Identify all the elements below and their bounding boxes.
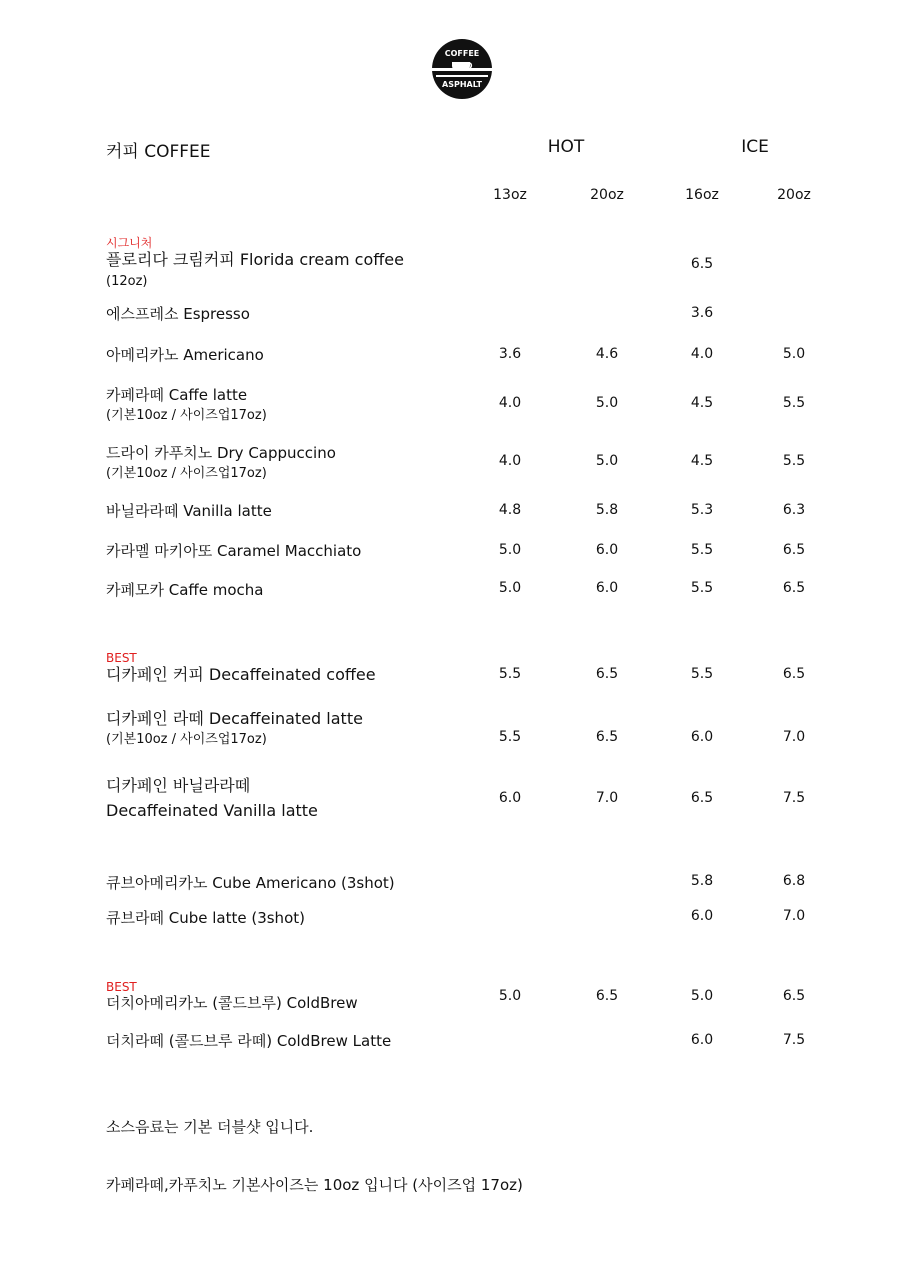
menu-item-price: 5.3	[690, 502, 714, 518]
menu-item-name: 아메리카노 Americano	[106, 346, 264, 364]
menu-item-name: 디카페인 커피 Decaffeinated coffee	[106, 665, 376, 684]
menu-item-name: 카페모카 Caffe mocha	[106, 581, 264, 599]
size-hot-20oz: 20oz	[590, 187, 624, 203]
menu-item-price: 7.5	[782, 1032, 806, 1048]
logo-bottom-text: ASPHALT	[442, 80, 482, 89]
menu-item-subtitle: (기본10oz / 사이즈업17oz)	[106, 466, 267, 481]
menu-item-price: 6.0	[498, 790, 522, 806]
menu-item-price: 5.0	[498, 542, 522, 558]
size-hot-13oz: 13oz	[493, 187, 527, 203]
menu-item-price: 4.0	[498, 395, 522, 411]
menu-item-price: 5.5	[690, 542, 714, 558]
menu-item-name: 바닐라라떼 Vanilla latte	[106, 502, 272, 520]
size-ice-16oz: 16oz	[685, 187, 719, 203]
menu-item-price: 4.0	[498, 453, 522, 469]
menu-item-price: 3.6	[498, 346, 522, 362]
menu-item-name: 큐브라떼 Cube latte (3shot)	[106, 909, 305, 927]
menu-item-subtitle: (기본10oz / 사이즈업17oz)	[106, 732, 267, 747]
menu-item-price: 5.8	[595, 502, 619, 518]
hot-header: HOT	[547, 137, 585, 157]
menu-item-price: 4.5	[690, 395, 714, 411]
note-double-shot: 소스음료는 기본 더블샷 입니다.	[106, 1118, 314, 1136]
menu-item-price: 4.6	[595, 346, 619, 362]
menu-item-price: 5.5	[498, 666, 522, 682]
menu-item-price: 6.0	[595, 542, 619, 558]
logo-top-text: COFFEE	[444, 49, 480, 58]
menu-item-price: 6.5	[690, 790, 714, 806]
menu-item-name: 디카페인 바닐라라떼	[106, 776, 251, 795]
menu-item-tag: 시그니처	[106, 236, 153, 250]
menu-item-price: 5.5	[782, 395, 806, 411]
menu-item-price: 3.6	[690, 305, 714, 321]
menu-item-price: 6.5	[782, 666, 806, 682]
menu-item-price: 5.5	[498, 729, 522, 745]
menu-item-price: 6.0	[690, 908, 714, 924]
menu-item-price: 5.5	[690, 580, 714, 596]
menu-item-name: 디카페인 라떼 Decaffeinated latte	[106, 709, 363, 728]
menu-item-price: 6.0	[690, 729, 714, 745]
note-size-info: 카페라떼,카푸치노 기본사이즈는 10oz 입니다 (사이즈업 17oz)	[106, 1176, 523, 1194]
menu-item-name: 플로리다 크림커피 Florida cream coffee	[106, 250, 404, 269]
menu-item-subtitle: (12oz)	[106, 274, 148, 289]
menu-item-price: 6.5	[782, 988, 806, 1004]
menu-item-price: 5.0	[498, 988, 522, 1004]
menu-item-price: 5.0	[690, 988, 714, 1004]
menu-item-price: 5.0	[782, 346, 806, 362]
page-title: 커피 COFFEE	[106, 142, 211, 162]
menu-item-price: 7.0	[782, 729, 806, 745]
menu-item-subtitle: Decaffeinated Vanilla latte	[106, 801, 318, 820]
menu-item-price: 5.0	[595, 453, 619, 469]
menu-item-price: 6.8	[782, 873, 806, 889]
coffee-asphalt-logo	[430, 38, 494, 100]
menu-item-tag: BEST	[106, 980, 137, 994]
menu-item-price: 7.0	[782, 908, 806, 924]
menu-item-price: 6.5	[595, 988, 619, 1004]
menu-item-price: 4.8	[498, 502, 522, 518]
menu-item-subtitle: (기본10oz / 사이즈업17oz)	[106, 408, 267, 423]
menu-item-price: 5.5	[690, 666, 714, 682]
menu-item-price: 7.0	[595, 790, 619, 806]
menu-item-price: 6.0	[690, 1032, 714, 1048]
menu-item-price: 5.0	[498, 580, 522, 596]
menu-item-tag: BEST	[106, 651, 137, 665]
menu-item-price: 6.5	[782, 580, 806, 596]
menu-item-price: 6.5	[595, 666, 619, 682]
menu-item-name: 카라멜 마키아또 Caramel Macchiato	[106, 542, 362, 560]
menu-item-price: 4.5	[690, 453, 714, 469]
menu-item-price: 6.5	[595, 729, 619, 745]
menu-item-price: 6.3	[782, 502, 806, 518]
menu-item-price: 6.5	[690, 256, 714, 272]
menu-item-price: 7.5	[782, 790, 806, 806]
ice-header: ICE	[741, 137, 769, 157]
menu-item-price: 4.0	[690, 346, 714, 362]
menu-item-price: 5.5	[782, 453, 806, 469]
menu-item-price: 6.5	[782, 542, 806, 558]
menu-item-name: 드라이 카푸치노 Dry Cappuccino	[106, 444, 336, 462]
menu-item-price: 6.0	[595, 580, 619, 596]
menu-item-name: 에스프레소 Espresso	[106, 305, 250, 323]
menu-item-name: 카페라떼 Caffe latte	[106, 386, 248, 404]
menu-item-price: 5.0	[595, 395, 619, 411]
menu-item-price: 5.8	[690, 873, 714, 889]
menu-item-name: 더치아메리카노 (콜드브루) ColdBrew	[106, 994, 358, 1012]
menu-item-name: 큐브아메리카노 Cube Americano (3shot)	[106, 874, 395, 892]
size-ice-20oz: 20oz	[777, 187, 811, 203]
menu-item-name: 더치라떼 (콜드브루 라떼) ColdBrew Latte	[106, 1032, 392, 1050]
